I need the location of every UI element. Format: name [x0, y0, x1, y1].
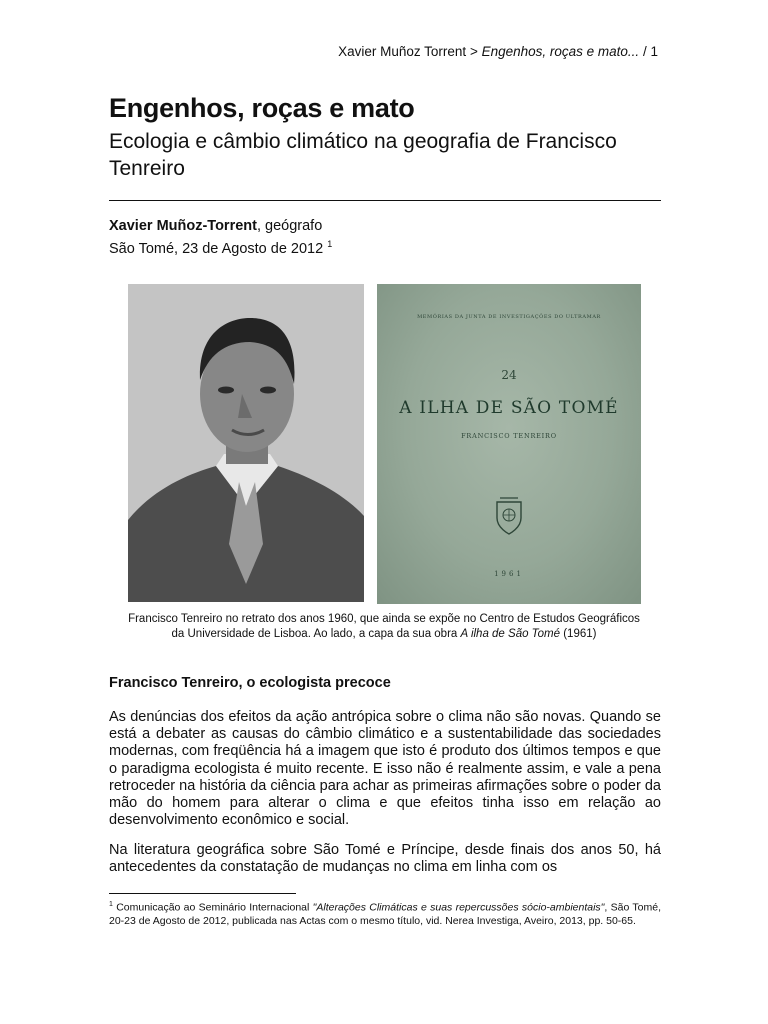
body-paragraph-2: Na literatura geográfica sobre São Tomé e Príncipe, desde finais dos anos 50, há antecedentes da constatação de mudanças no clima em linha com os	[109, 842, 661, 876]
place-date: São Tomé, 23 de Agosto de 2012	[109, 240, 324, 257]
cover-year: 1961	[494, 570, 524, 578]
header-author: Xavier Muñoz Torrent	[338, 44, 467, 59]
header-separator: >	[469, 44, 478, 59]
portrait-illustration	[128, 284, 364, 602]
cover-number: 24	[501, 368, 517, 382]
figure-caption	[128, 612, 640, 641]
cover-emblem-icon	[494, 496, 524, 536]
footnote-reference: 1	[327, 239, 333, 249]
portrait-photo	[128, 284, 364, 602]
body-paragraph-1: As denúncias dos efeitos da ação antrópica sobre o clima não são novas. Quando se está a debater as causas do câmbio climático e a sustentabilidade das sociedades modernas, com freqüência há a imagem que isto é produto dos últimos tempos e que o paradigma ecologista é muito recente. E isso não é realmente assim, e vale a pena retroceder na história da ciência para achar as primeiras afirmações sobre o poder da mão do homem para alterar o clima e que efeitos tinha isso em relação ao desenvolvimento econômico e social.	[109, 709, 661, 829]
caption-year: (1961)	[560, 627, 597, 640]
header-short-title: Engenhos, roças e mato...	[481, 44, 640, 59]
title-divider	[109, 200, 661, 201]
page-number: 1	[650, 44, 658, 59]
footnote-divider	[109, 893, 296, 894]
footnote-text-before: Comunicação ao Seminário Internacional	[112, 901, 313, 914]
cover-title: A ILHA DE SÃO TOMÉ	[399, 398, 619, 418]
document-subtitle: Ecologia e câmbio climático na geografia de Francisco Tenreiro	[109, 130, 617, 180]
section-heading: Francisco Tenreiro, o ecologista precoce	[109, 675, 391, 691]
book-cover	[377, 284, 641, 604]
footnote	[109, 898, 661, 928]
author-role: , geógrafo	[256, 218, 323, 234]
running-header	[338, 44, 658, 59]
document-title: Engenhos, roças e mato	[109, 93, 415, 123]
author-block	[109, 217, 332, 258]
caption-work-title: A ilha de São Tomé	[460, 627, 561, 640]
header-page-separator: /	[642, 44, 647, 59]
cover-author: FRANCISCO TENREIRO	[461, 432, 557, 440]
footnote-seminar-title: "Alterações Climáticas e suas repercussões sócio-ambientais"	[312, 901, 605, 914]
cover-series: MEMÓRIAS DA JUNTA DE INVESTIGAÇÕES DO ULTRAMAR	[417, 314, 601, 320]
author-name: Xavier Muñoz-Torrent	[109, 218, 257, 234]
footnote-text-after: , São Tomé, 20-23 de Agosto de 2012, publicada nas Actas com o mesmo título, vid. Nerea Investiga, Aveiro, 2013, pp. 50-65.	[109, 901, 662, 927]
footnote-mark: 1	[109, 901, 113, 908]
caption-text: Francisco Tenreiro no retrato dos anos 1960, que ainda se expõe no Centro de Estudos Geográficos da Universidade de Lisboa. Ao lado, a capa da sua obra	[128, 613, 640, 640]
